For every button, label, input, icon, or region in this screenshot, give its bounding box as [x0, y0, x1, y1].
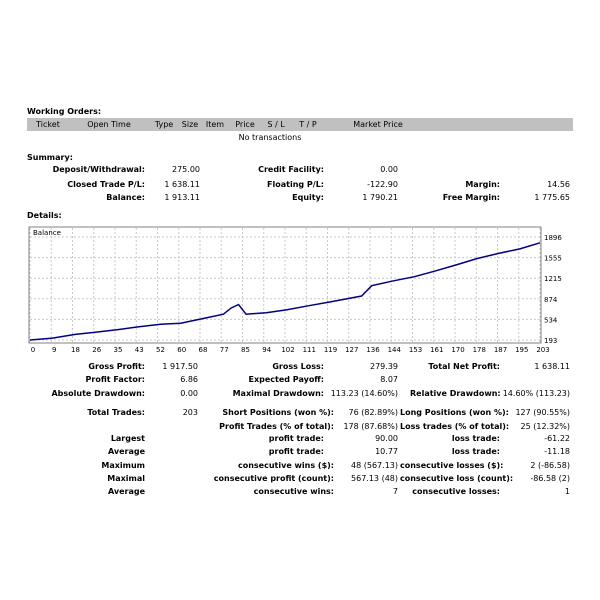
- y-tick-label: 1896: [544, 234, 562, 242]
- total-trades-value: 203: [182, 408, 198, 417]
- margin-value: 14.56: [547, 180, 570, 189]
- long-positions-label: Long Positions (won %):: [400, 408, 509, 417]
- x-tick-label: 26: [92, 346, 102, 354]
- y-tick-label: 1555: [544, 254, 562, 263]
- relative-drawdown-value: 14.60% (113.23): [502, 389, 570, 398]
- gross-profit-value: 1 917.50: [162, 362, 198, 371]
- maximal-drawdown-label: Maximal Drawdown:: [232, 389, 324, 398]
- x-tick-label: 102: [281, 346, 295, 354]
- floating-pl-value: -122.90: [367, 180, 398, 189]
- average-loss-value: -11.18: [544, 447, 570, 456]
- x-tick-label: 178: [472, 346, 486, 354]
- x-tick-label: 161: [430, 346, 444, 354]
- relative-drawdown-label: Relative Drawdown:: [410, 389, 501, 398]
- margin-label: Margin:: [465, 180, 500, 189]
- loss-trades-label: Loss trades (% of total):: [400, 422, 510, 431]
- maximal-loss-label: consecutive loss (count):: [400, 474, 514, 483]
- chart-y-ticks: [544, 234, 562, 345]
- short-positions-value: 76 (82.89%): [348, 408, 398, 417]
- x-tick-label: 203: [536, 346, 550, 354]
- average-2-label: Average: [107, 487, 145, 496]
- x-tick-label: 187: [493, 346, 508, 354]
- column-type: Type: [154, 120, 174, 129]
- x-tick-label: 85: [241, 346, 250, 354]
- chart-title: Balance: [33, 229, 61, 237]
- profit-trades-value: 178 (87.68%): [343, 422, 398, 431]
- max-consecutive-wins-value: 48 (567.13): [351, 461, 398, 470]
- x-tick-label: 144: [387, 346, 401, 354]
- y-tick-label: 193: [544, 337, 558, 345]
- largest-label: Largest: [110, 434, 145, 443]
- maximal-profit-value: 567.13 (48): [351, 474, 398, 483]
- average-loss-label: loss trade:: [451, 447, 500, 456]
- gross-profit-label: Gross Profit:: [88, 362, 145, 371]
- gross-loss-value: 279.39: [370, 362, 398, 371]
- max-consecutive-losses-value: 2 (-86.58): [530, 461, 570, 470]
- total-net-profit-label: Total Net Profit:: [428, 362, 500, 371]
- average-profit-label: profit trade:: [268, 447, 324, 456]
- column-market-price: Market Price: [353, 120, 403, 129]
- x-tick-label: 136: [366, 346, 380, 354]
- x-tick-label: 111: [302, 346, 316, 354]
- average-consecutive-losses-value: 1: [564, 487, 570, 496]
- absolute-drawdown-label: Absolute Drawdown:: [51, 389, 145, 398]
- largest-loss-value: -61.22: [544, 434, 570, 443]
- absolute-drawdown-value: 0.00: [180, 389, 198, 398]
- chart-x-ticks: [31, 346, 550, 354]
- maximal-loss-value: -86.58 (2): [530, 474, 570, 483]
- y-tick-label: 874: [544, 295, 558, 304]
- average-consecutive-wins-label: consecutive wins:: [253, 487, 334, 496]
- closed-pl-label: Closed Trade P/L:: [67, 180, 145, 189]
- column-tp: T / P: [299, 120, 317, 129]
- long-positions-value: 127 (90.55%): [515, 408, 570, 417]
- x-tick-label: 77: [219, 346, 229, 354]
- loss-trades-value: 25 (12.32%): [520, 422, 570, 431]
- gross-loss-label: Gross Loss:: [272, 362, 324, 371]
- x-tick-label: 35: [113, 346, 123, 354]
- deposit-label: Deposit/Withdrawal:: [52, 165, 145, 174]
- y-tick-label: 534: [544, 316, 558, 325]
- largest-profit-value: 90.00: [375, 434, 398, 443]
- working-orders-title: Working Orders:: [27, 107, 102, 116]
- expected-payoff-value: 8.07: [380, 375, 398, 384]
- equity-value: 1 790.21: [362, 193, 398, 202]
- largest-loss-label: loss trade:: [451, 434, 500, 443]
- average-consecutive-losses-label: consecutive losses:: [412, 487, 500, 496]
- credit-value: 0.00: [380, 165, 398, 174]
- free-margin-label: Free Margin:: [442, 193, 500, 202]
- balance-label: Balance:: [106, 193, 145, 202]
- column-ticket: Ticket: [36, 120, 60, 129]
- x-tick-label: 43: [134, 346, 144, 354]
- x-tick-label: 119: [323, 346, 338, 354]
- maximal-label: Maximal: [107, 474, 145, 483]
- x-tick-label: 170: [451, 346, 465, 354]
- closed-pl-value: 1 638.11: [164, 180, 200, 189]
- no-transactions-text: No transactions: [238, 133, 302, 142]
- summary-title: Summary:: [27, 153, 73, 162]
- max-consecutive-losses-label: consecutive losses ($):: [400, 461, 504, 470]
- column-size: Size: [181, 120, 199, 129]
- average-profit-value: 10.77: [375, 447, 398, 456]
- x-tick-label: 60: [177, 346, 187, 354]
- details-title: Details:: [27, 211, 62, 220]
- x-tick-label: 18: [71, 346, 80, 354]
- profit-factor-value: 6.86: [180, 375, 198, 384]
- max-consecutive-wins-label: consecutive wins ($):: [237, 461, 334, 470]
- credit-label: Credit Facility:: [258, 165, 324, 174]
- x-tick-label: 68: [198, 346, 208, 354]
- balance-value: 1 913.11: [164, 193, 200, 202]
- profit-factor-label: Profit Factor:: [85, 375, 145, 384]
- average-consecutive-wins-value: 7: [392, 487, 398, 496]
- short-positions-label: Short Positions (won %):: [222, 408, 334, 417]
- x-tick-label: 52: [156, 346, 165, 354]
- column-item: Item: [205, 120, 225, 129]
- total-trades-label: Total Trades:: [87, 408, 145, 417]
- maximum-label: Maximum: [101, 461, 145, 470]
- floating-pl-label: Floating P/L:: [267, 180, 324, 189]
- column-sl: S / L: [267, 120, 285, 129]
- maximal-drawdown-value: 113.23 (14.60%): [330, 389, 398, 398]
- expected-payoff-label: Expected Payoff:: [248, 375, 324, 384]
- average-label: Average: [107, 447, 145, 456]
- column-open-time: Open Time: [87, 120, 131, 129]
- x-tick-label: 195: [515, 346, 529, 354]
- column-price: Price: [235, 120, 255, 129]
- deposit-value: 275.00: [172, 165, 200, 174]
- x-tick-label: 9: [52, 346, 57, 354]
- largest-profit-label: profit trade:: [268, 434, 324, 443]
- profit-trades-label: Profit Trades (% of total):: [219, 422, 334, 431]
- maximal-profit-label: consecutive profit (count):: [213, 474, 334, 483]
- y-tick-label: 1215: [544, 275, 562, 284]
- equity-label: Equity:: [292, 193, 324, 202]
- x-tick-label: 94: [262, 346, 272, 354]
- x-tick-label: 153: [408, 346, 423, 354]
- x-tick-label: 127: [345, 346, 359, 354]
- x-tick-label: 0: [30, 346, 36, 354]
- total-net-profit-value: 1 638.11: [534, 362, 570, 371]
- free-margin-value: 1 775.65: [534, 193, 570, 202]
